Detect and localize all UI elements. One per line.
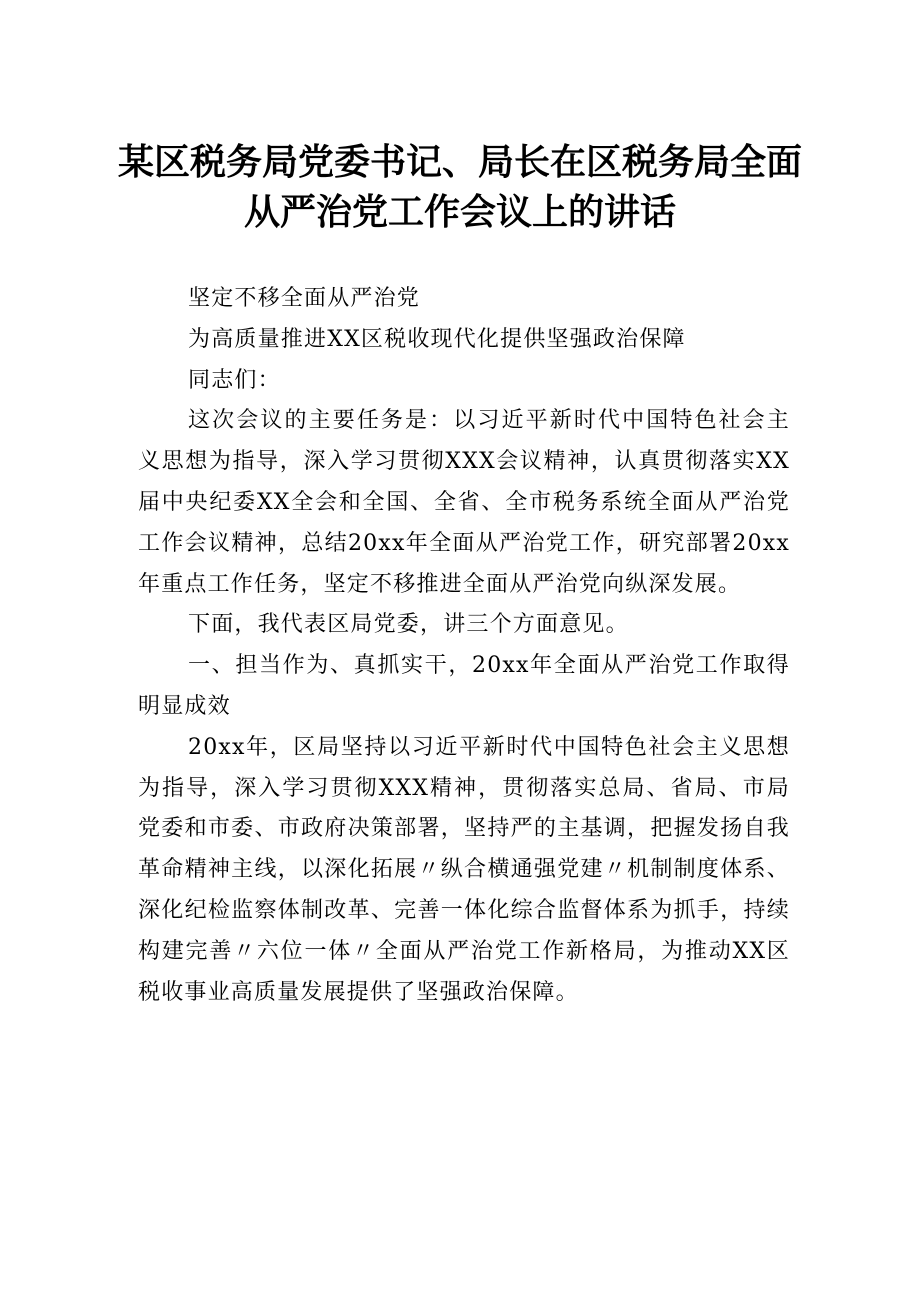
paragraph-1: 这次会议的主要任务是：以习近平新时代中国特色社会主义思想为指导，深入学习贯彻XXX会议精神，认真贯彻落实XX届中央纪委XX全会和全国、全省、全市税务系统全面从严治党工作会议精神，总结20xx年全面从严治党工作，研究部署20xx年重点工作任务，坚定不移推进全面从严治党向纵深发展。 xyxy=(138,408,790,597)
salutation: 同志们： xyxy=(188,367,281,393)
section-heading-1: 一、担当作为、真抓实干，20xx年全面从严治党工作取得明显成效 xyxy=(138,653,790,719)
subtitle-1: 坚定不移全面从严治党 xyxy=(188,286,421,311)
subtitle-2: 为高质量推进XX区税收现代化提供坚强政治保障 xyxy=(188,326,686,352)
document-title-line-2: 从严治党工作会议上的讲话 xyxy=(243,192,676,233)
document-body xyxy=(138,279,790,1013)
document-title-line-1: 某区税务局党委书记、局长在区税务局全面 xyxy=(117,142,802,183)
paragraph-2: 下面，我代表区局党委，讲三个方面意见。 xyxy=(188,612,629,638)
paragraph-3: 20xx年，区局坚持以习近平新时代中国特色社会主义思想为指导，深入学习贯彻XXX精神，贯彻落实总局、省局、市局党委和市委、市政府决策部署，坚持严的主基调，把握发扬自我革命精神主线，以深化拓展〃纵合横通强党建〃机制制度体系、深化纪检监察体制改革、完善一体化综合监督体系为抓手，持续构建完善〃六位一体〃全面从严治党工作新格局，为推动XX区税收事业高质量发展提供了坚强政治保障。 xyxy=(138,734,790,1005)
